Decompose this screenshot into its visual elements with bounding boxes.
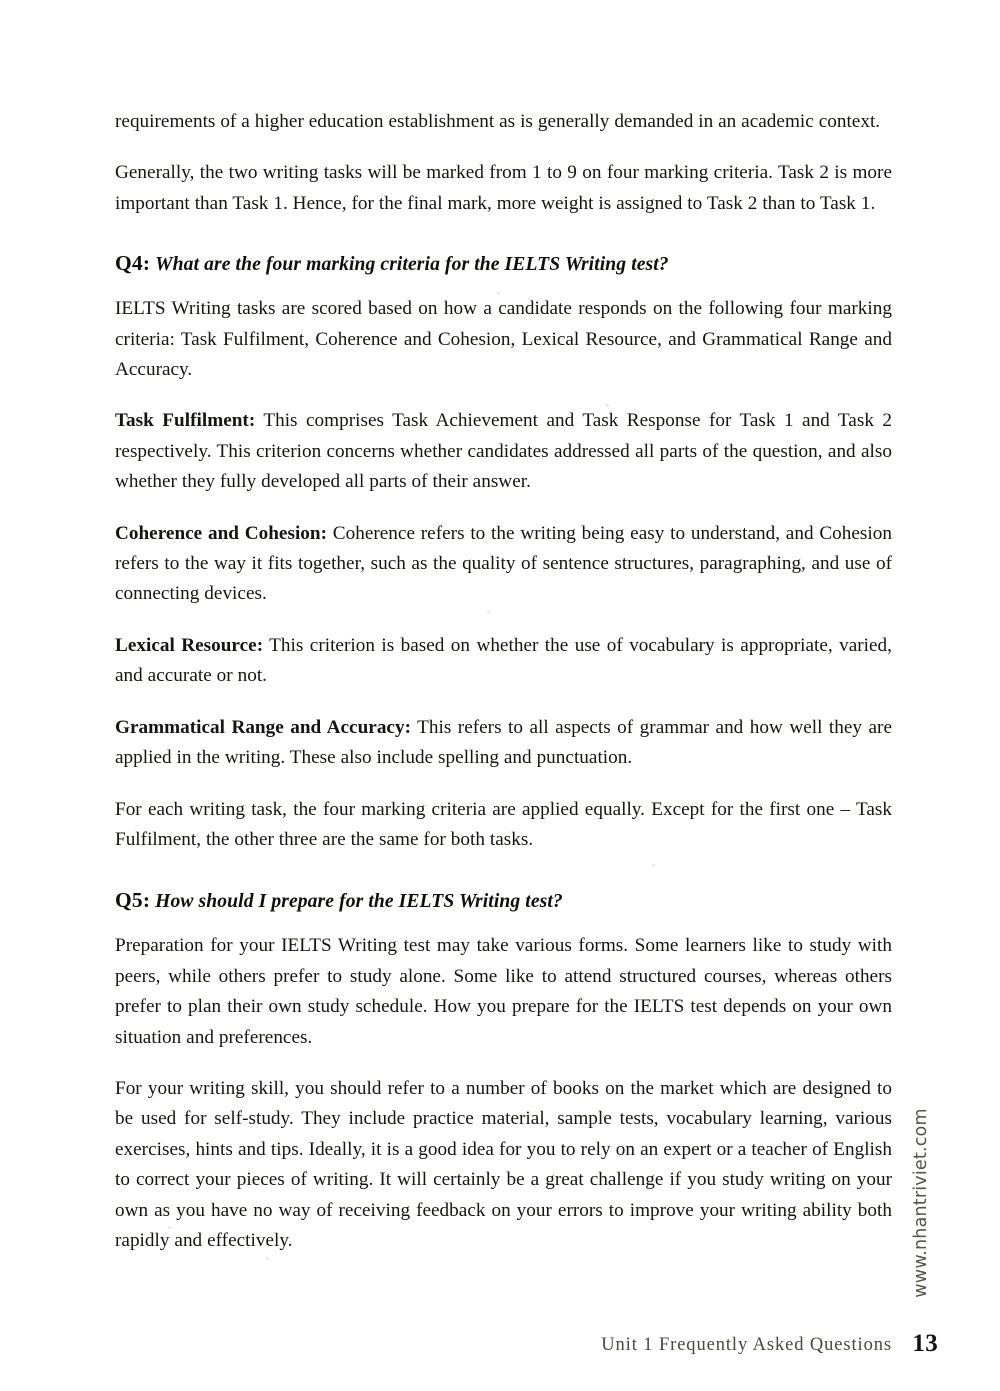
question-heading-q5 <box>115 886 892 916</box>
criterion-label-coherence-cohesion: Coherence and Cohesion: <box>115 522 328 544</box>
article-body <box>115 107 892 1256</box>
watermark-text: www.nhantriviet.com <box>911 1108 931 1298</box>
paragraph-criterion-task-fulfilment <box>115 406 892 497</box>
question-number-q4: Q4 <box>115 251 143 276</box>
footer-unit-title: Unit 1 Frequently Asked Questions <box>601 1335 892 1355</box>
question-heading-q4 <box>115 249 892 279</box>
criterion-text-task-fulfilment: This comprises Task Achievement and Task Response for Task 1 and Task 2 respectively. This criterion concerns whether candidates addressed all parts of the question, and also whether they fully developed all parts of their answer. <box>115 410 892 493</box>
paragraph-criterion-grammatical-range <box>115 713 892 774</box>
page-footer <box>0 1331 1000 1371</box>
criterion-label-lexical-resource: Lexical Resource: <box>115 634 264 656</box>
question-separator-q5: : <box>142 888 151 913</box>
scan-speck <box>266 1257 269 1260</box>
paragraph-q5-preparation: Preparation for your IELTS Writing test may take various forms. Some learners like to study with peers, while others prefer to study alone. Some like to attend structured courses, whereas others prefer to plan their own study schedule. How you prepare for the IELTS test depends on your own situation and preferences. <box>115 935 892 1048</box>
paragraph-criterion-coherence-cohesion <box>115 519 892 610</box>
paragraph-criterion-lexical-resource <box>115 631 892 692</box>
paragraph-q4-closing: For each writing task, the four marking criteria are applied equally. Except for the first one – Task Fulfilment, the other three are the same for both tasks. <box>115 798 892 850</box>
criterion-label-grammatical-range: Grammatical Range and Accuracy: <box>115 716 411 738</box>
question-text-q5: How should I prepare for the IELTS Writing test? <box>155 891 563 913</box>
criterion-text-lexical-resource: This criterion is based on whether the use of vocabulary is appropriate, varied, and accurate or not. <box>115 634 892 687</box>
question-text-q4: What are the four marking criteria for the IELTS Writing test? <box>155 254 669 276</box>
paragraph-q5-writing-skill: For your writing skill, you should refer to a number of books on the market which are designed to be used for self-study. They include practice material, sample tests, vocabulary learning, various exercises, hints and tips. Ideally, it is a good idea for you to rely on an expert or a teacher of English to correct your pieces of writing. It will certainly be a great challenge if you study writing on your own as you have no way of receiving feedback on your errors to improve your writing ability both rapidly and effectively. <box>115 1077 892 1251</box>
criterion-text-coherence-cohesion: Coherence refers to the writing being easy to understand, and Cohesion refers to the way it fits together, such as the quality of sentence structures, paragraphing, and use of connecting devices. <box>115 522 892 605</box>
site-watermark <box>906 1103 936 1303</box>
question-separator-q4: : <box>142 251 151 276</box>
criterion-label-task-fulfilment: Task Fulfilment: <box>115 410 256 432</box>
criterion-text-grammatical-range: This refers to all aspects of grammar and how well they are applied in the writing. These also include spelling and punctuation. <box>115 716 892 769</box>
page-number: 13 <box>912 1330 938 1357</box>
paragraph-continued: requirements of a higher education establishment as is generally demanded in an academic context. <box>115 111 881 132</box>
question-number-q5: Q5 <box>115 888 143 913</box>
paragraph-q4-intro: IELTS Writing tasks are scored based on how a candidate responds on the following four marking criteria: Task Fulfilment, Coherence and Cohesion, Lexical Resource, and Grammatical Range and Accuracy. <box>115 298 892 381</box>
paragraph-marking-overview: Generally, the two writing tasks will be marked from 1 to 9 on four marking criteria. Task 2 is more important than Task 1. Hence, for the final mark, more weight is assigned to Task 2 than to Task 1. <box>115 162 892 214</box>
